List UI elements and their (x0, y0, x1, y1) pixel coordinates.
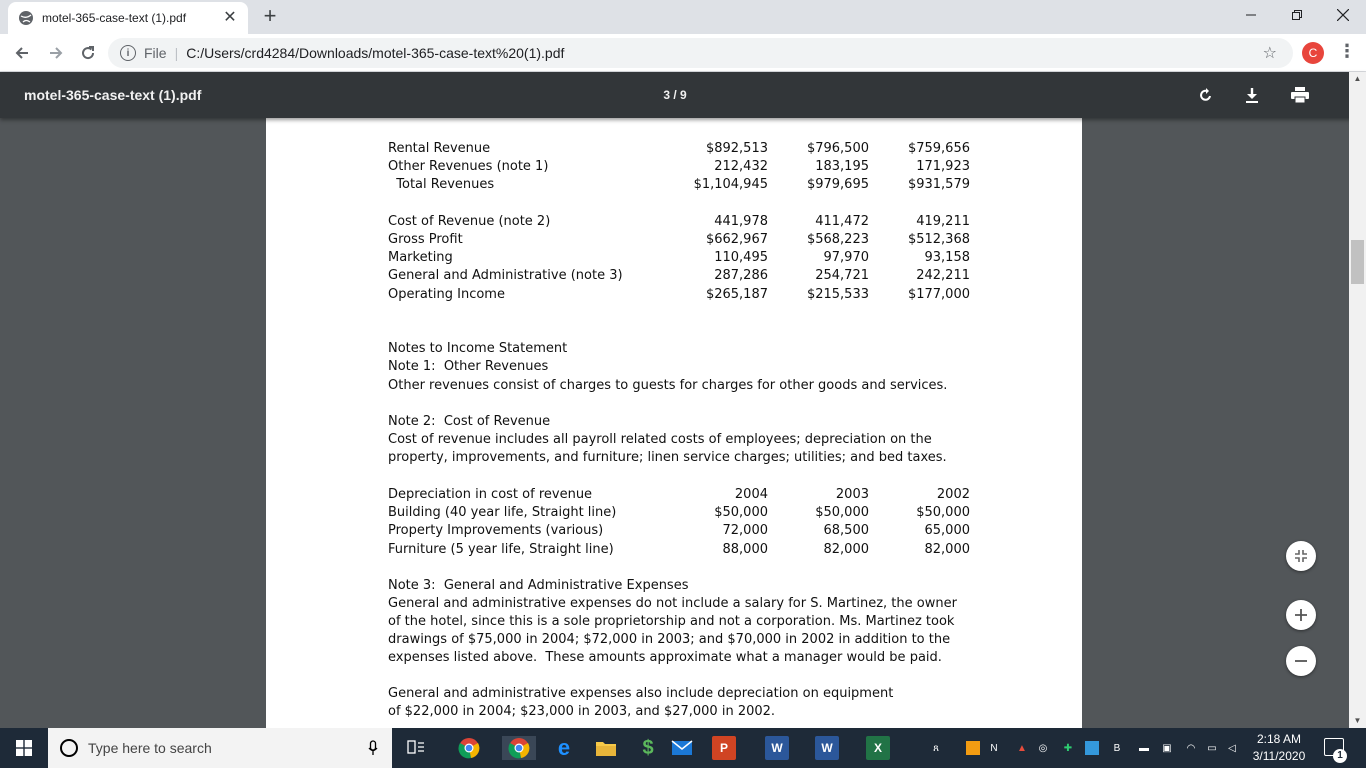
file-explorer-icon[interactable] (594, 736, 618, 760)
store-dollar-icon[interactable]: $ (642, 736, 654, 759)
stmt-value: $796,500 (806, 141, 869, 156)
tray-flag-icon[interactable]: ▲ (1017, 742, 1027, 754)
browser-toolbar (0, 34, 1366, 72)
stmt-value: 212,432 (714, 159, 768, 174)
rotate-icon[interactable] (1195, 84, 1217, 106)
address-bar[interactable] (108, 38, 1293, 68)
scroll-thumb[interactable] (1351, 240, 1364, 284)
stmt-value: 97,970 (823, 250, 869, 265)
zoom-in-button[interactable] (1286, 600, 1316, 630)
stmt-row-label: Rental Revenue (388, 141, 491, 156)
stmt-row-label: General and Administrative (note 3) (388, 268, 623, 283)
pdf-file-name: motel-365-case-text (1).pdf (24, 87, 202, 103)
note2-line: property, improvements, and furniture; linen service charges; utilities; and bed taxes. (388, 450, 947, 465)
close-tab-icon[interactable]: ✕ (223, 9, 237, 26)
stmt-value: $177,000 (907, 287, 970, 302)
clock-time: 2:18 AM (1256, 732, 1302, 746)
pdf-toolbar (0, 72, 1366, 118)
stmt-value: $662,967 (705, 232, 768, 247)
depreciation-value: $50,000 (916, 505, 970, 520)
bookmark-star-icon[interactable]: ☆ (1262, 45, 1277, 62)
stmt-value: 242,211 (916, 268, 970, 283)
stmt-value: 110,495 (714, 250, 768, 265)
stmt-row-label: Other Revenues (note 1) (388, 159, 549, 174)
tray-shield-icon[interactable]: ✚ (1063, 742, 1073, 754)
stmt-row-label: Marketing (388, 250, 453, 265)
system-clock[interactable] (1247, 731, 1311, 765)
note1-body: Other revenues consist of charges to guests for charges for other goods and services. (388, 378, 948, 393)
stmt-row-label: Gross Profit (388, 232, 463, 247)
stmt-value: 419,211 (916, 214, 970, 229)
tray-app-icon[interactable] (966, 741, 980, 755)
note2-line: Cost of revenue includes all payroll related costs of employees; depreciation on the (388, 432, 932, 447)
edge-icon[interactable]: e (557, 735, 571, 760)
taskbar (0, 728, 1366, 768)
task-view-icon[interactable] (404, 736, 428, 760)
year-header: 2004 (734, 487, 768, 502)
stmt-value: $512,368 (907, 232, 970, 247)
stmt-value: 441,978 (714, 214, 768, 229)
tab-title: motel-365-case-text (1).pdf (42, 11, 187, 25)
stmt-row-label: Cost of Revenue (note 2) (388, 214, 551, 229)
note3-title: Note 3: General and Administrative Expenses (388, 578, 689, 593)
tray-network-app-icon[interactable]: N (990, 742, 998, 754)
tab-strip (0, 0, 1366, 34)
address-separator: | (174, 45, 179, 61)
note1-title: Note 1: Other Revenues (388, 359, 549, 374)
depreciation-value: 88,000 (722, 542, 768, 557)
depreciation-value: 72,000 (722, 523, 768, 538)
stmt-value: $759,656 (907, 141, 970, 156)
depreciation-value: 65,000 (924, 523, 970, 538)
powerpoint-icon[interactable]: P (712, 736, 736, 760)
stmt-value: 171,923 (916, 159, 970, 174)
tray-display-icon[interactable]: ▬ (1139, 742, 1149, 754)
restore-icon[interactable] (1274, 0, 1320, 30)
year-header: 2002 (936, 487, 970, 502)
search-placeholder: Type here to search (88, 740, 212, 756)
depreciation-value: $50,000 (714, 505, 768, 520)
zoom-out-button[interactable] (1286, 646, 1316, 676)
depreciation-row-label: Building (40 year life, Straight line) (388, 505, 617, 520)
stmt-value: $931,579 (907, 177, 970, 192)
stmt-row-label: Operating Income (388, 287, 505, 302)
note3-line: of the hotel, since this is a sole proprietorship and not a corporation. Ms. Martinez took (388, 614, 955, 629)
stmt-value: $1,104,945 (693, 177, 768, 192)
profile-avatar[interactable]: C (1302, 42, 1324, 64)
microphone-icon[interactable] (368, 740, 378, 756)
tray-blue-app-icon[interactable] (1085, 741, 1099, 755)
stmt-value: 254,721 (815, 268, 869, 283)
address-url: C:/Users/crd4284/Downloads/motel-365-case-text%20(1).pdf (186, 45, 565, 61)
chrome-icon[interactable] (457, 736, 481, 760)
stmt-value: 287,286 (714, 268, 768, 283)
reload-icon[interactable] (76, 41, 100, 65)
note3-line: General and administrative expenses do not include a salary for S. Martinez, the owner (388, 596, 957, 611)
year-header: 2003 (835, 487, 869, 502)
fit-page-button[interactable] (1286, 541, 1316, 571)
note2-title: Note 2: Cost of Revenue (388, 414, 551, 429)
excel-icon[interactable]: X (866, 736, 890, 760)
tray-device-icon[interactable]: ▣ (1162, 742, 1172, 754)
note3b-line: of $22,000 in 2004; $23,000 in 2003, and $27,000 in 2002. (388, 704, 776, 719)
stmt-value: 183,195 (815, 159, 869, 174)
pdf-page (266, 118, 1082, 730)
stmt-row-label: Total Revenues (388, 177, 495, 192)
depreciation-header: Depreciation in cost of revenue (388, 487, 593, 502)
chrome-active-icon[interactable] (502, 736, 536, 760)
mail-icon[interactable] (670, 736, 694, 760)
cortana-icon (60, 739, 78, 757)
menu-kebab-icon[interactable]: ⋮ (1338, 41, 1356, 61)
pdf-page-indicator[interactable]: 3 / 9 (663, 88, 687, 102)
taskbar-search[interactable] (48, 728, 392, 768)
volume-icon[interactable]: ◁ (1228, 742, 1236, 754)
depreciation-value: 82,000 (823, 542, 869, 557)
stmt-value: 93,158 (924, 250, 970, 265)
fit-to-page-icon (1294, 549, 1308, 563)
depreciation-value: 82,000 (924, 542, 970, 557)
battery-icon[interactable]: ▭ (1207, 742, 1217, 754)
minimize-icon[interactable] (1228, 0, 1274, 30)
info-icon[interactable]: i (120, 45, 136, 61)
back-arrow-icon[interactable] (10, 41, 34, 65)
stmt-value: $215,533 (806, 287, 869, 302)
depreciation-value: 68,500 (823, 523, 869, 538)
windows-logo-icon (16, 740, 32, 756)
globe-icon (18, 10, 34, 26)
depreciation-row-label: Property Improvements (various) (388, 523, 604, 538)
wifi-icon[interactable]: ◠ (1186, 742, 1196, 754)
start-button[interactable] (0, 728, 48, 768)
stmt-value: $979,695 (806, 177, 869, 192)
depreciation-value: $50,000 (815, 505, 869, 520)
word-icon-2[interactable]: W (815, 736, 839, 760)
notification-badge: 1 (1333, 749, 1347, 763)
forward-arrow-icon[interactable] (44, 41, 68, 65)
download-icon[interactable] (1241, 84, 1263, 106)
stmt-value: $568,223 (806, 232, 869, 247)
close-window-icon[interactable] (1320, 0, 1366, 30)
clock-date: 3/11/2020 (1252, 749, 1306, 763)
address-scheme: File (144, 45, 167, 61)
note3-line: drawings of $75,000 in 2004; $72,000 in 2003; and $70,000 in 2002 in addition to the (388, 632, 951, 647)
note3-line: expenses listed above. These amounts approximate what a manager would be paid. (388, 650, 942, 665)
scroll-down-icon[interactable]: ▼ (1353, 716, 1362, 725)
scroll-up-icon[interactable]: ▲ (1353, 74, 1362, 83)
tray-bs-icon[interactable]: B (1113, 742, 1121, 754)
print-icon[interactable] (1289, 84, 1311, 106)
tab-motel-pdf[interactable] (8, 2, 248, 34)
vertical-scrollbar[interactable] (1349, 72, 1366, 728)
new-tab-button[interactable]: + (263, 3, 277, 28)
depreciation-row-label: Furniture (5 year life, Straight line) (388, 542, 614, 557)
stmt-value: $892,513 (705, 141, 768, 156)
note3b-line: General and administrative expenses also include depreciation on equipment (388, 686, 894, 701)
stmt-value: 411,472 (815, 214, 869, 229)
minus-icon (1294, 654, 1308, 668)
tray-target-icon[interactable]: ◎ (1038, 742, 1048, 754)
notes-heading: Notes to Income Statement (388, 341, 568, 356)
stmt-value: $265,187 (705, 287, 768, 302)
word-icon[interactable]: W (765, 736, 789, 760)
people-icon[interactable]: ጸ (933, 742, 939, 754)
plus-icon (1294, 608, 1308, 622)
